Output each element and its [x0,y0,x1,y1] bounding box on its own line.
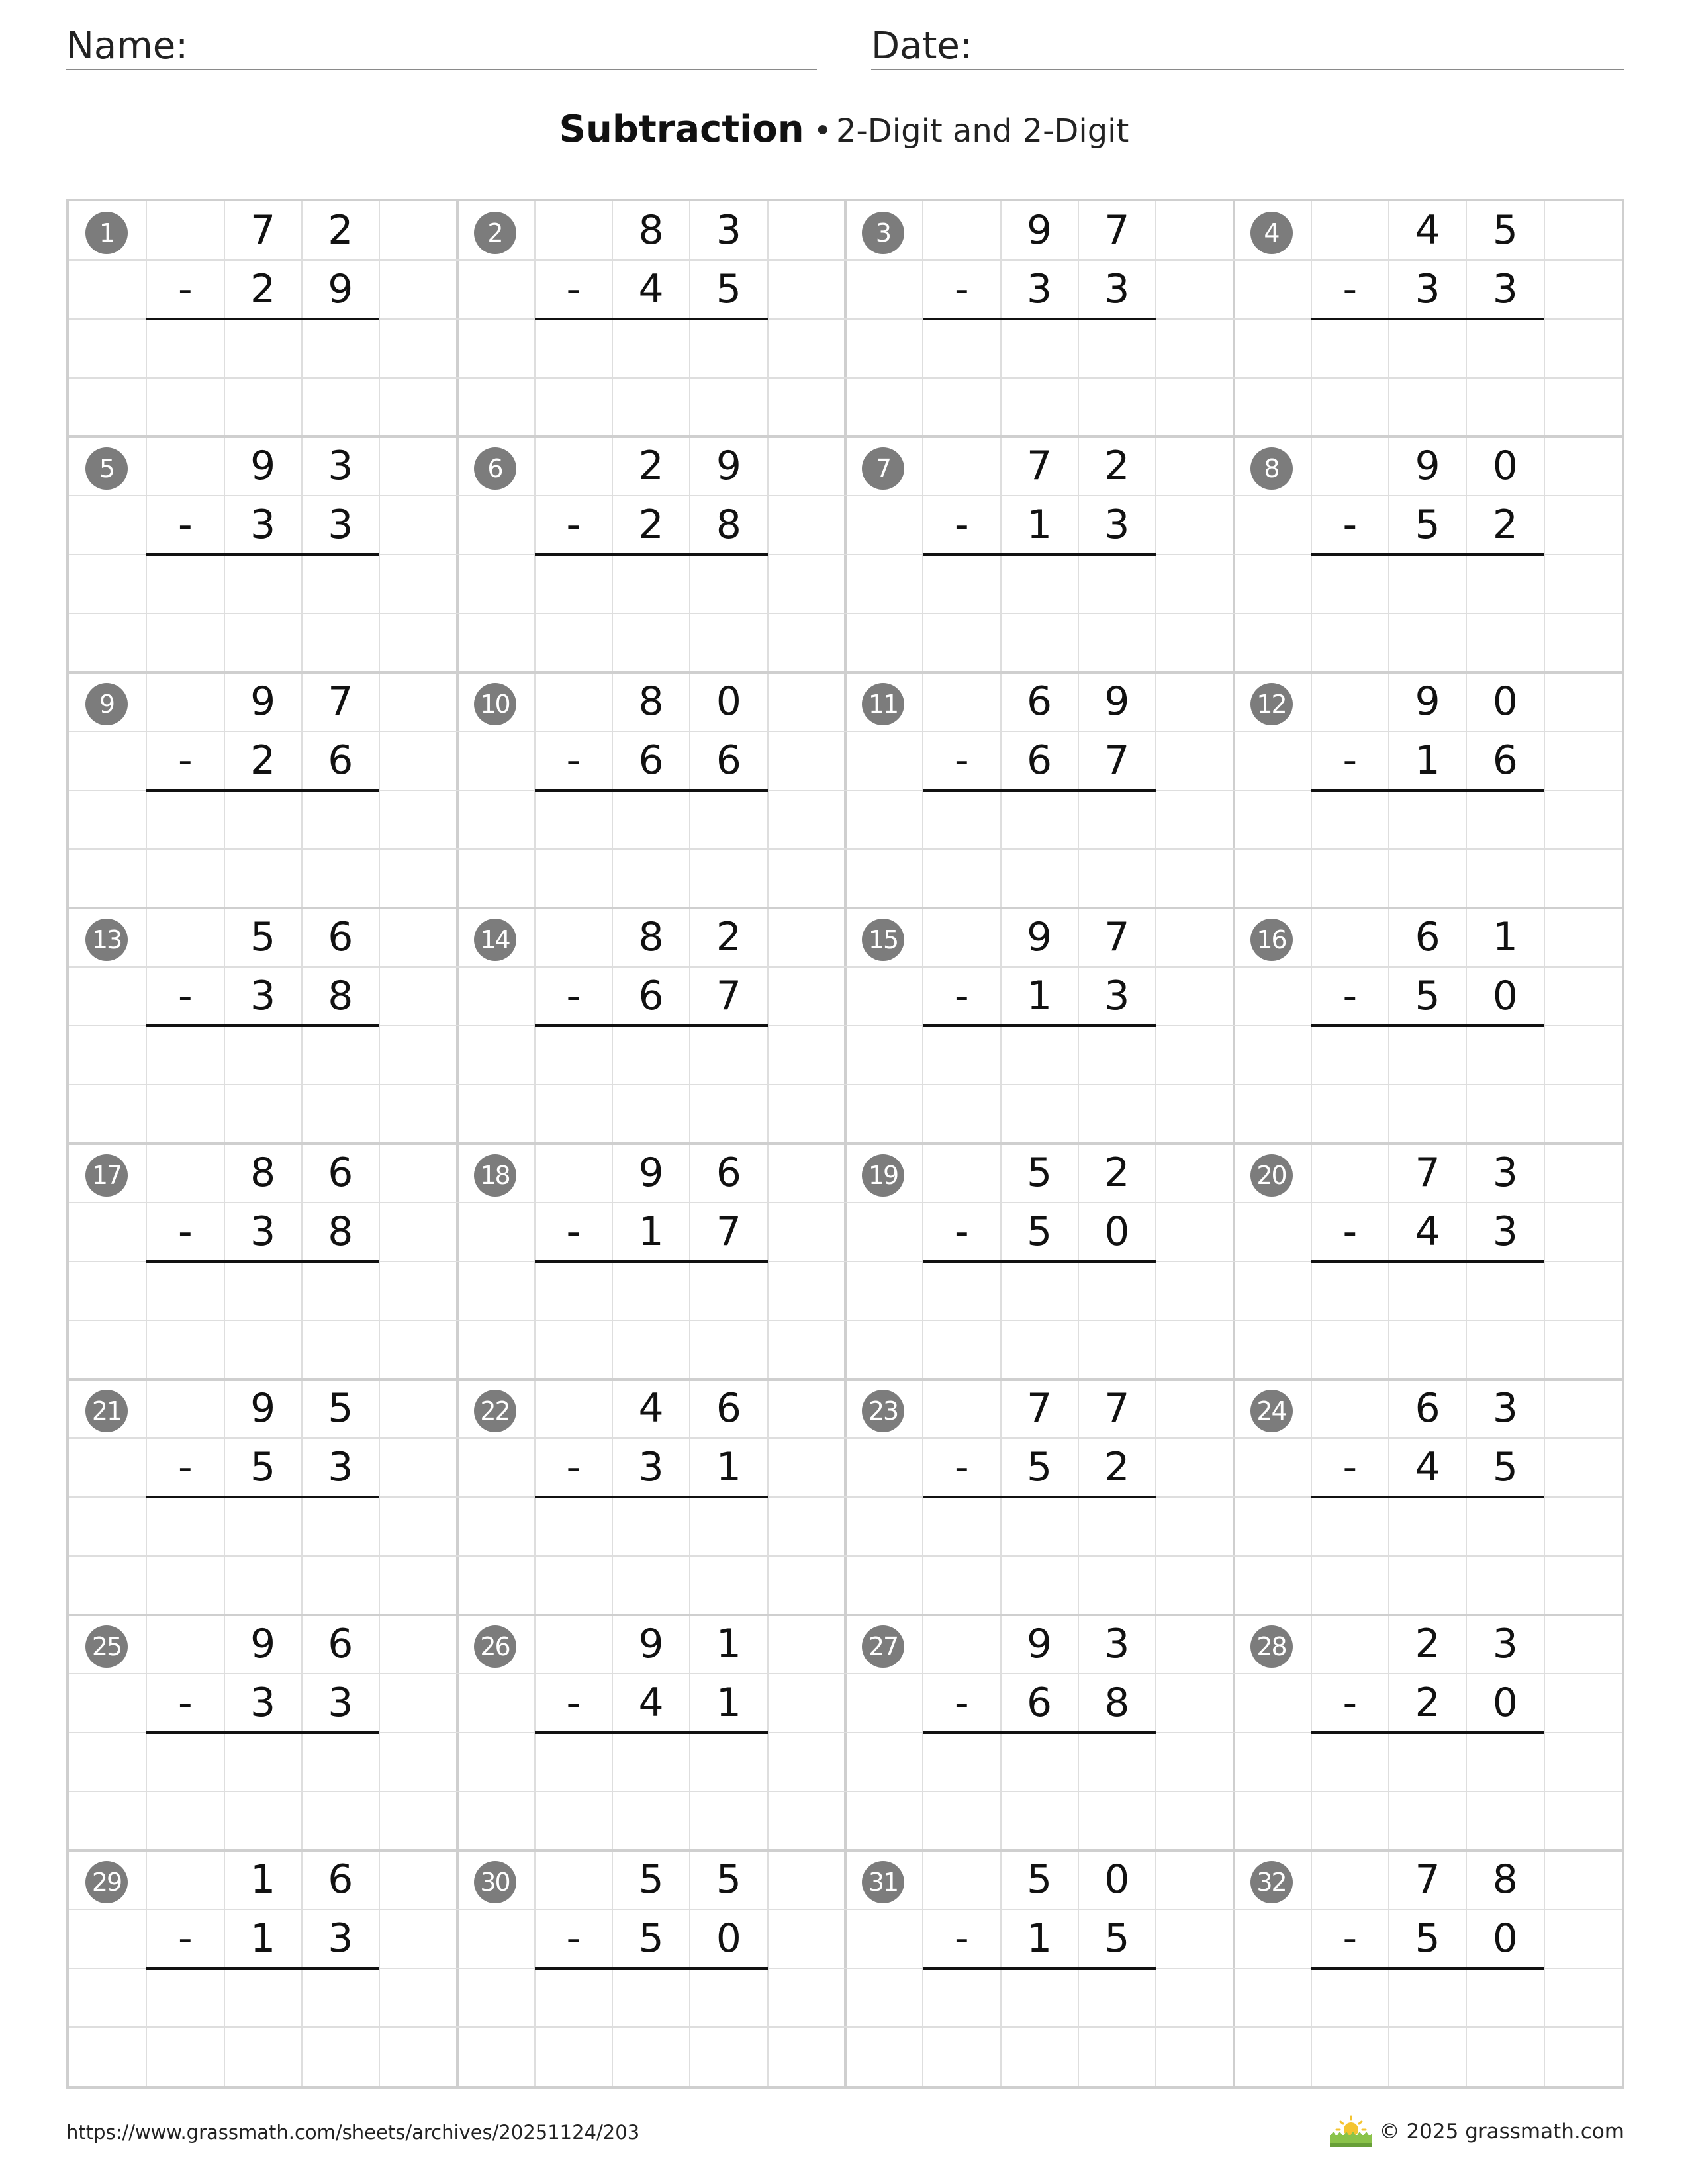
footer-copyright: © 2025 grassmath.com [1379,2120,1624,2144]
subtrahend-ones-digit: 0 [1492,1680,1518,1726]
answer-area[interactable] [146,790,379,908]
minus-sign: - [954,266,969,312]
subtrahend-tens-digit: 5 [1027,1208,1053,1255]
problem-number-badge: 16 [1250,919,1293,961]
subtrahend-tens-digit: 1 [1027,1915,1053,1962]
problem-9 [69,672,458,908]
minus-sign: - [566,502,581,548]
problem-number-badge: 6 [474,447,516,490]
answer-area[interactable] [535,319,768,437]
subtrahend-tens-digit: 1 [1415,737,1440,784]
minus-sign: - [566,1915,581,1962]
minuend-tens-digit: 9 [1027,207,1053,253]
problem-number-badge: 17 [85,1154,128,1197]
problem-number-badge: 15 [862,919,904,961]
worksheet-title [0,106,1688,162]
subtrahend-ones-digit: 0 [1104,1208,1130,1255]
problem-number-badge: 22 [474,1390,516,1432]
subtrahend-tens-digit: 6 [1027,1680,1053,1726]
problem-17 [69,1144,458,1379]
subtrahend-ones-digit: 3 [1104,266,1130,312]
problem-5 [69,437,458,672]
minuend-ones-digit: 2 [1104,443,1130,489]
problem-number-badge: 28 [1250,1625,1293,1668]
minuend-ones-digit: 6 [716,1150,741,1196]
minuend-ones-digit: 3 [1492,1385,1518,1432]
minuend-ones-digit: 6 [328,1150,353,1196]
minuend-tens-digit: 2 [638,443,664,489]
problem-32 [1234,1850,1623,2086]
grass-sun-logo-icon [1327,2114,1375,2148]
subtrahend-tens-digit: 6 [638,973,664,1019]
subtrahend-ones-digit: 6 [1492,737,1518,784]
problem-6 [457,437,847,672]
subtrahend-tens-digit: 5 [1415,502,1440,548]
problem-number-badge: 5 [85,447,128,490]
problem-number-badge: 9 [85,683,128,725]
subtrahend-tens-digit: 2 [1415,1680,1440,1726]
minuend-ones-digit: 3 [328,443,353,489]
subtrahend-ones-digit: 3 [1492,266,1518,312]
answer-area[interactable] [923,1497,1156,1615]
subtrahend-tens-digit: 1 [1027,973,1053,1019]
minus-sign: - [954,1680,969,1726]
subtrahend-ones-digit: 8 [1104,1680,1130,1726]
subtrahend-tens-digit: 2 [638,502,664,548]
answer-area[interactable] [535,1497,768,1615]
subtrahend-ones-digit: 5 [1492,1444,1518,1490]
subtrahend-tens-digit: 6 [638,737,664,784]
problem-14 [457,908,847,1144]
problem-number-badge: 4 [1250,212,1293,254]
subtrahend-tens-digit: 4 [638,1680,664,1726]
minus-sign: - [1342,502,1358,548]
answer-area[interactable] [923,790,1156,908]
minuend-tens-digit: 8 [638,207,664,253]
minuend-ones-digit: 7 [1104,914,1130,960]
minus-sign: - [1342,1915,1358,1962]
subtrahend-tens-digit: 3 [250,502,276,548]
subtrahend-tens-digit: 3 [1415,266,1440,312]
subtrahend-tens-digit: 5 [638,1915,664,1962]
minuend-tens-digit: 7 [1415,1856,1440,1903]
subtrahend-ones-digit: 3 [328,1915,353,1962]
date-field[interactable] [871,23,1624,70]
subtrahend-ones-digit: 3 [1492,1208,1518,1255]
title-main: Subtraction [559,108,804,151]
problem-4 [1234,201,1623,437]
minuend-tens-digit: 9 [250,1621,276,1667]
subtrahend-ones-digit: 3 [328,1680,353,1726]
minus-sign: - [566,737,581,784]
answer-area[interactable] [535,790,768,908]
minuend-tens-digit: 7 [1027,443,1053,489]
subtrahend-tens-digit: 4 [1415,1444,1440,1490]
minuend-tens-digit: 9 [250,443,276,489]
subtrahend-ones-digit: 7 [1104,737,1130,784]
answer-area[interactable] [1311,1497,1544,1615]
minuend-ones-digit: 3 [1492,1150,1518,1196]
subtrahend-tens-digit: 3 [250,1680,276,1726]
footer-url[interactable]: https://www.grassmath.com/sheets/archives/20251124/203 [66,2121,640,2144]
subtrahend-ones-digit: 7 [716,973,741,1019]
title-subtitle: 2-Digit and 2-Digit [835,113,1129,150]
minus-sign: - [954,1444,969,1490]
minus-sign: - [1342,973,1358,1019]
problem-7 [845,437,1235,672]
answer-area[interactable] [535,1026,768,1144]
minuend-tens-digit: 9 [250,678,276,725]
minuend-tens-digit: 9 [1027,914,1053,960]
minuend-ones-digit: 5 [1492,207,1518,253]
subtrahend-tens-digit: 1 [638,1208,664,1255]
minus-sign: - [177,502,193,548]
minus-sign: - [1342,1680,1358,1726]
answer-area[interactable] [146,1261,379,1379]
subtrahend-tens-digit: 2 [250,266,276,312]
minus-sign: - [177,1208,193,1255]
problem-number-badge: 1 [85,212,128,254]
answer-area[interactable] [1311,1968,1544,2086]
answer-area[interactable] [535,1733,768,1850]
minuend-ones-digit: 3 [716,207,741,253]
subtrahend-ones-digit: 3 [1104,973,1130,1019]
minus-sign: - [177,266,193,312]
problem-number-badge: 23 [862,1390,904,1432]
subtrahend-ones-digit: 0 [1492,1915,1518,1962]
subtrahend-tens-digit: 3 [250,973,276,1019]
minuend-ones-digit: 2 [1104,1150,1130,1196]
problem-29 [69,1850,458,2086]
subtrahend-tens-digit: 6 [1027,737,1053,784]
subtrahend-tens-digit: 4 [638,266,664,312]
minuend-ones-digit: 7 [1104,207,1130,253]
problem-number-badge: 24 [1250,1390,1293,1432]
problem-number-badge: 32 [1250,1861,1293,1903]
minuend-ones-digit: 5 [716,1856,741,1903]
answer-area[interactable] [535,1968,768,2086]
problem-15 [845,908,1235,1144]
minuend-ones-digit: 7 [1104,1385,1130,1432]
subtrahend-ones-digit: 0 [716,1915,741,1962]
problem-number-badge: 14 [474,919,516,961]
minus-sign: - [1342,1444,1358,1490]
problem-number-badge: 21 [85,1390,128,1432]
problem-number-badge: 20 [1250,1154,1293,1197]
minuend-tens-digit: 9 [638,1150,664,1196]
problem-number-badge: 12 [1250,683,1293,725]
problem-13 [69,908,458,1144]
problem-12 [1234,672,1623,908]
minus-sign: - [566,973,581,1019]
problem-26 [457,1615,847,1850]
minuend-ones-digit: 1 [716,1621,741,1667]
subtrahend-tens-digit: 2 [250,737,276,784]
minuend-tens-digit: 5 [250,914,276,960]
subtrahend-ones-digit: 5 [716,266,741,312]
problem-number-badge: 8 [1250,447,1293,490]
minuend-ones-digit: 3 [1492,1621,1518,1667]
minuend-tens-digit: 5 [1027,1856,1053,1903]
minus-sign: - [954,737,969,784]
title-bullet: • [813,113,832,150]
problem-28 [1234,1615,1623,1850]
subtrahend-ones-digit: 6 [716,737,741,784]
answer-area[interactable] [923,1968,1156,2086]
problem-number-badge: 10 [474,683,516,725]
answer-area[interactable] [923,319,1156,437]
minuend-tens-digit: 7 [1415,1150,1440,1196]
answer-area[interactable] [1311,1733,1544,1850]
minuend-ones-digit: 9 [716,443,741,489]
answer-area[interactable] [923,1261,1156,1379]
subtrahend-ones-digit: 2 [1104,1444,1130,1490]
answer-area[interactable] [1311,790,1544,908]
problem-number-badge: 3 [862,212,904,254]
minus-sign: - [566,1208,581,1255]
problem-19 [845,1144,1235,1379]
problem-number-badge: 30 [474,1861,516,1903]
subtrahend-tens-digit: 3 [638,1444,664,1490]
minuend-tens-digit: 9 [1415,678,1440,725]
problem-3 [845,201,1235,437]
subtrahend-ones-digit: 8 [716,502,741,548]
minus-sign: - [566,266,581,312]
answer-area[interactable] [535,1261,768,1379]
answer-area[interactable] [535,555,768,672]
answer-area[interactable] [146,1968,379,2086]
answer-area[interactable] [1311,555,1544,672]
subtrahend-ones-digit: 3 [328,502,353,548]
subtrahend-ones-digit: 8 [328,1208,353,1255]
problem-22 [457,1379,847,1615]
minuend-tens-digit: 8 [638,914,664,960]
minuend-ones-digit: 6 [328,914,353,960]
name-field[interactable] [66,23,817,70]
minuend-ones-digit: 6 [328,1621,353,1667]
subtrahend-tens-digit: 5 [1415,1915,1440,1962]
problem-1 [69,201,458,437]
minuend-tens-digit: 5 [638,1856,664,1903]
answer-area[interactable] [1311,1261,1544,1379]
minuend-ones-digit: 8 [1492,1856,1518,1903]
problem-number-badge: 11 [862,683,904,725]
minuend-ones-digit: 0 [1104,1856,1130,1903]
answer-area[interactable] [923,555,1156,672]
minuend-ones-digit: 6 [328,1856,353,1903]
minus-sign: - [1342,737,1358,784]
minuend-ones-digit: 2 [716,914,741,960]
minuend-ones-digit: 6 [716,1385,741,1432]
minuend-tens-digit: 6 [1415,914,1440,960]
answer-area[interactable] [1311,319,1544,437]
answer-area[interactable] [146,319,379,437]
answer-area[interactable] [146,1497,379,1615]
subtrahend-tens-digit: 5 [1027,1444,1053,1490]
minus-sign: - [177,1444,193,1490]
subtrahend-ones-digit: 1 [716,1680,741,1726]
minuend-ones-digit: 0 [716,678,741,725]
subtrahend-tens-digit: 5 [250,1444,276,1490]
subtrahend-tens-digit: 3 [250,1208,276,1255]
problem-number-badge: 7 [862,447,904,490]
minuend-tens-digit: 8 [250,1150,276,1196]
minus-sign: - [177,973,193,1019]
answer-area[interactable] [146,1026,379,1144]
problem-number-badge: 18 [474,1154,516,1197]
minuend-tens-digit: 5 [1027,1150,1053,1196]
problem-11 [845,672,1235,908]
problem-number-badge: 31 [862,1861,904,1903]
subtrahend-ones-digit: 5 [1104,1915,1130,1962]
subtrahend-ones-digit: 8 [328,973,353,1019]
worksheet-grid [66,199,1624,2089]
minuend-ones-digit: 5 [328,1385,353,1432]
minuend-ones-digit: 0 [1492,678,1518,725]
problem-number-badge: 2 [474,212,516,254]
problem-number-badge: 19 [862,1154,904,1197]
subtrahend-tens-digit: 5 [1415,973,1440,1019]
minus-sign: - [566,1680,581,1726]
subtrahend-ones-digit: 7 [716,1208,741,1255]
minuend-tens-digit: 4 [1415,207,1440,253]
problem-number-badge: 13 [85,919,128,961]
answer-area[interactable] [923,1026,1156,1144]
minus-sign: - [954,1208,969,1255]
subtrahend-ones-digit: 6 [328,737,353,784]
minuend-ones-digit: 3 [1104,1621,1130,1667]
problem-number-badge: 27 [862,1625,904,1668]
minuend-ones-digit: 7 [328,678,353,725]
answer-area[interactable] [146,555,379,672]
minuend-tens-digit: 9 [1415,443,1440,489]
minuend-tens-digit: 6 [1027,678,1053,725]
minus-sign: - [1342,266,1358,312]
problem-21 [69,1379,458,1615]
problem-24 [1234,1379,1623,1615]
minuend-tens-digit: 6 [1415,1385,1440,1432]
subtrahend-tens-digit: 1 [250,1915,276,1962]
problem-10 [457,672,847,908]
problem-2 [457,201,847,437]
subtrahend-ones-digit: 1 [716,1444,741,1490]
answer-area[interactable] [923,1733,1156,1850]
minuend-tens-digit: 1 [250,1856,276,1903]
subtrahend-ones-digit: 3 [1104,502,1130,548]
minuend-tens-digit: 4 [638,1385,664,1432]
subtrahend-ones-digit: 0 [1492,973,1518,1019]
minus-sign: - [177,1680,193,1726]
minuend-tens-digit: 9 [1027,1621,1053,1667]
minus-sign: - [566,1444,581,1490]
subtrahend-ones-digit: 9 [328,266,353,312]
minus-sign: - [954,502,969,548]
minuend-ones-digit: 9 [1104,678,1130,725]
subtrahend-tens-digit: 3 [1027,266,1053,312]
minuend-ones-digit: 0 [1492,443,1518,489]
minuend-tens-digit: 9 [638,1621,664,1667]
minus-sign: - [177,1915,193,1962]
problem-8 [1234,437,1623,672]
subtrahend-tens-digit: 1 [1027,502,1053,548]
minuend-tens-digit: 7 [250,207,276,253]
problem-number-badge: 29 [85,1861,128,1903]
problem-25 [69,1615,458,1850]
problem-number-badge: 25 [85,1625,128,1668]
minuend-tens-digit: 8 [638,678,664,725]
name-label: Name: [66,24,189,68]
problem-20 [1234,1144,1623,1379]
minuend-ones-digit: 1 [1492,914,1518,960]
minuend-ones-digit: 2 [328,207,353,253]
minuend-tens-digit: 2 [1415,1621,1440,1667]
subtrahend-ones-digit: 2 [1492,502,1518,548]
problem-number-badge: 26 [474,1625,516,1668]
minuend-tens-digit: 9 [250,1385,276,1432]
subtrahend-tens-digit: 4 [1415,1208,1440,1255]
minus-sign: - [954,973,969,1019]
subtrahend-ones-digit: 3 [328,1444,353,1490]
minuend-tens-digit: 7 [1027,1385,1053,1432]
problem-31 [845,1850,1235,2086]
problem-27 [845,1615,1235,1850]
minus-sign: - [1342,1208,1358,1255]
problem-18 [457,1144,847,1379]
answer-area[interactable] [146,1733,379,1850]
minus-sign: - [177,737,193,784]
problem-30 [457,1850,847,2086]
answer-area[interactable] [1311,1026,1544,1144]
problem-23 [845,1379,1235,1615]
problem-16 [1234,908,1623,1144]
date-label: Date: [871,24,972,68]
minus-sign: - [954,1915,969,1962]
